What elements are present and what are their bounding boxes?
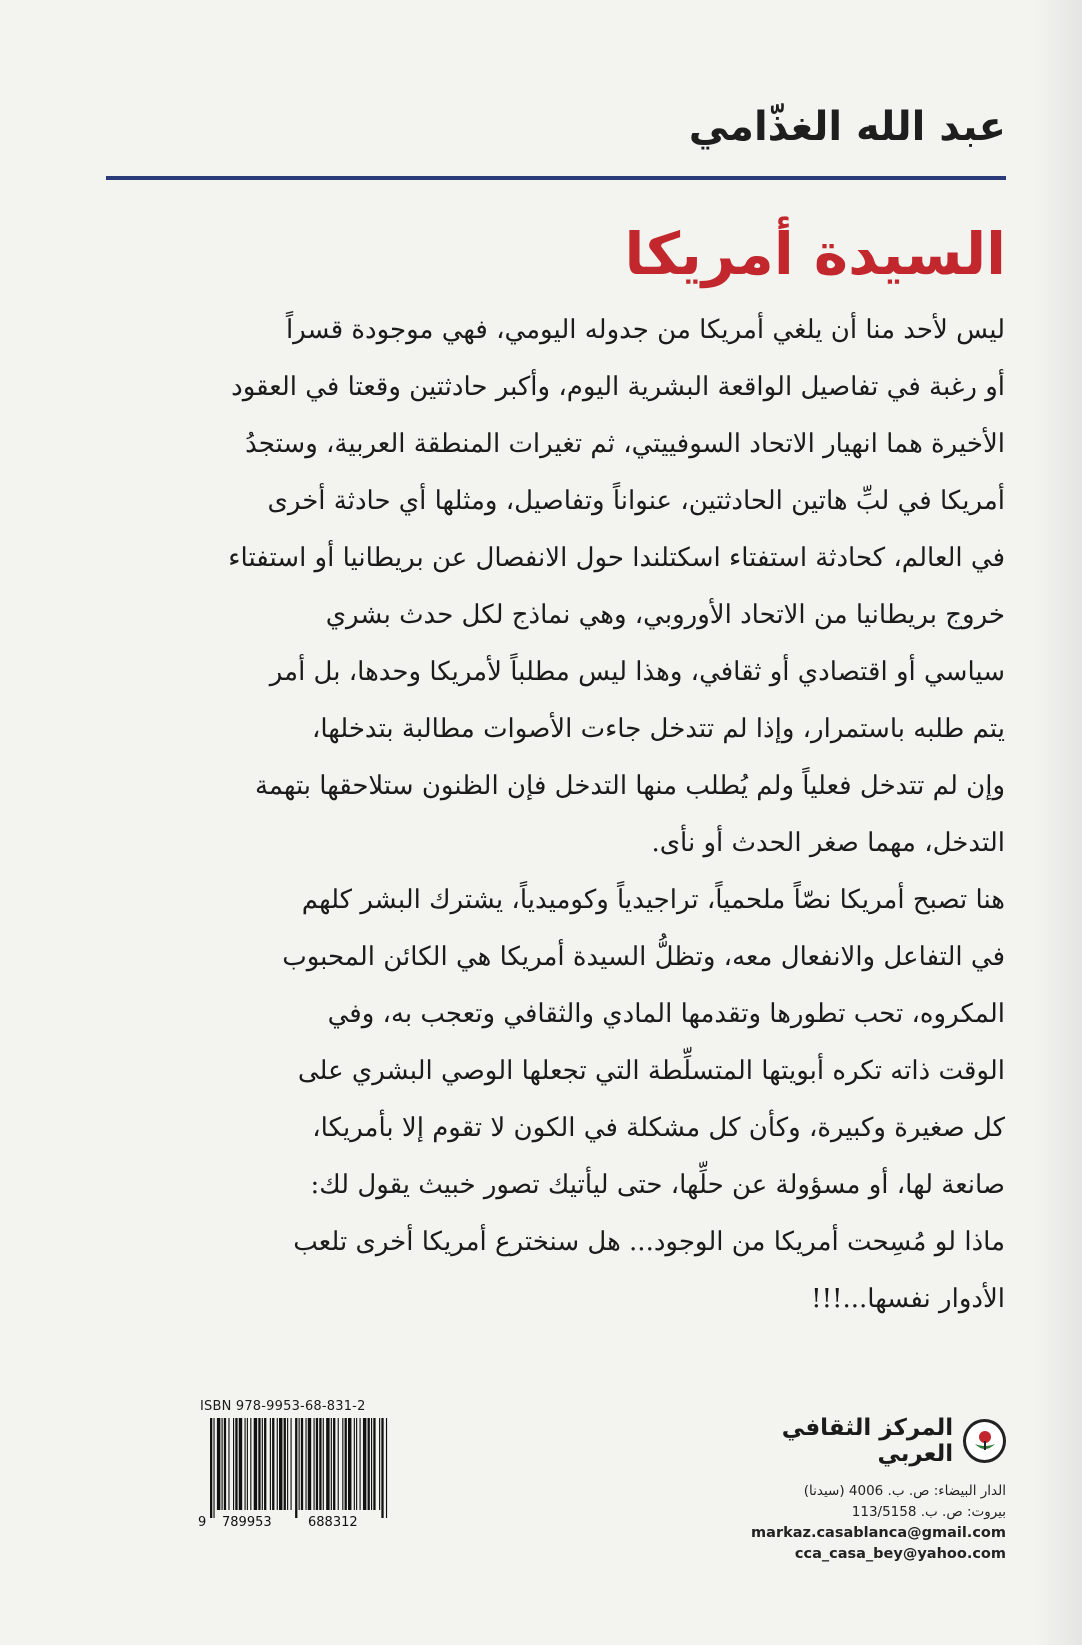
publisher-header [706, 1415, 1006, 1467]
text-line: خروج بريطانيا من الاتحاد الأوروبي، وهي نماذج لكل حدث بشري [325, 600, 1005, 630]
blurb-paragraph-1 [190, 302, 1005, 872]
isbn-block [196, 1399, 392, 1530]
book-spine-shadow [1034, 0, 1082, 1645]
text-line: ماذا لو مُسِحت أمريكا من الوجود... هل سنخترع أمريكا أخرى تلعب [293, 1227, 1005, 1257]
text-line: الأخيرة هما انهيار الاتحاد السوفييتي، ثم تغيرات المنطقة العربية، وستجدُ [245, 429, 1005, 459]
author-name: عبد الله الغذّامي [688, 104, 1006, 150]
barcode-digits-left: 789953 [222, 1515, 272, 1530]
text-line: ليس لأحد منا أن يلغي أمريكا من جدوله اليومي، فهي موجودة قسراً [285, 315, 1005, 345]
publisher-email-1: markaz.casablanca@gmail.com [751, 1525, 1006, 1541]
text-line: الأدوار نفسها...!!! [811, 1284, 1005, 1314]
blurb-text [190, 302, 1005, 1328]
text-line: في التفاعل والانفعال معه، وتظلُّ السيدة أمريكا هي الكائن المحبوب [282, 942, 1005, 972]
text-line: يتم طلبه باستمرار، وإذا لم تتدخل جاءت الأصوات مطالبة بتدخلها، [311, 714, 1005, 744]
publisher-logo-icon [963, 1419, 1006, 1463]
text-line: صانعة لها، أو مسؤولة عن حلِّها، حتى ليأتيك تصور خبيث يقول لك: [310, 1170, 1005, 1200]
publisher-address [706, 1481, 1006, 1565]
barcode-digit-first: 9 [198, 1515, 207, 1530]
text-line: سياسي أو اقتصادي أو ثقافي، وهذا ليس مطلباً لأمريكا وحدها، بل أمر [269, 657, 1005, 687]
text-line: أو رغبة في تفاصيل الواقعة البشرية اليوم، وأكبر حادثتين وقعتا في العقود [231, 372, 1005, 402]
title-divider [106, 176, 1006, 180]
text-line: وإن لم تتدخل فعلياً ولم يُطلب منها التدخل فإن الظنون ستلاحقها بتهمة [254, 771, 1005, 801]
text-line: المكروه، تحب تطورها وتقدمها المادي والثقافي وتعجب به، وفي [327, 999, 1005, 1029]
isbn-number: ISBN 978-9953-68-831-2 [200, 1399, 366, 1414]
text-line: أمريكا في لبِّ هاتين الحادثتين، عنواناً وتفاصيل، ومثلها أي حادثة أخرى [267, 486, 1005, 516]
publisher-block [706, 1415, 1006, 1565]
text-line: التدخل، مهما صغر الحدث أو نأى. [651, 828, 1005, 858]
publisher-email-2: cca_casa_bey@yahoo.com [794, 1546, 1006, 1562]
address-casablanca: الدار البيضاء: ص. ب. 4006 (سيدنا) [803, 1483, 1006, 1499]
address-beirut: بيروت: ص. ب. 113/5158 [851, 1504, 1006, 1520]
text-line: في العالم، كحادثة استفتاء اسكتلندا حول الانفصال عن بريطانيا أو استفتاء [228, 543, 1005, 573]
text-line: هنا تصبح أمريكا نصّاً ملحمياً، تراجيدياً وكوميدياً، يشترك البشر كلهم [301, 885, 1005, 915]
publisher-name: المركز الثقافي العربي [781, 1415, 954, 1467]
barcode-digits-right: 688312 [308, 1515, 358, 1530]
text-line: كل صغيرة وكبيرة، وكأن كل مشكلة في الكون لا تقوم إلا بأمريكا، [312, 1113, 1005, 1143]
barcode [196, 1418, 392, 1530]
book-title: السيدة أمريكا [624, 220, 1006, 288]
text-line: الوقت ذاته تكره أبويتها المتسلِّطة التي تجعلها الوصي البشري على [297, 1056, 1005, 1086]
blurb-paragraph-2 [190, 872, 1005, 1328]
